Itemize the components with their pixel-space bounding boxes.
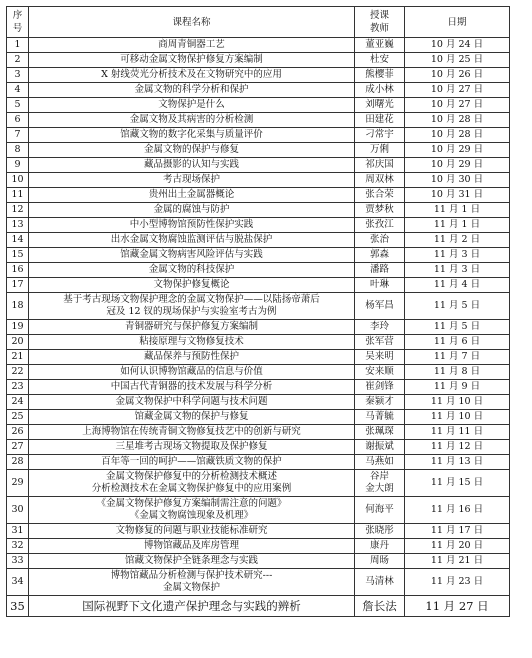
course-date: 11 月 3 日 xyxy=(405,263,510,278)
teacher-name xyxy=(355,380,405,395)
table-row xyxy=(7,293,510,320)
teacher-name-line: 崔剑锋 xyxy=(365,381,394,392)
course-title xyxy=(29,554,355,569)
course-title xyxy=(29,143,355,158)
course-title-line: 金属的腐蚀与防护 xyxy=(153,204,230,215)
course-title-line: 金属文物的保护与修复 xyxy=(143,144,239,155)
row-index: 9 xyxy=(7,158,29,173)
course-title-line: 商周青铜器工艺 xyxy=(158,39,225,50)
teacher-name xyxy=(355,335,405,350)
teacher-name xyxy=(355,554,405,569)
table-row xyxy=(7,524,510,539)
course-title xyxy=(29,128,355,143)
teacher-name-line: 张合荣 xyxy=(365,189,394,200)
table-header-row xyxy=(7,7,510,38)
teacher-name-line: 张治 xyxy=(369,234,389,245)
course-title-line: 文物修复的问题与职业技能标准研究 xyxy=(115,525,268,536)
row-index: 28 xyxy=(7,455,29,470)
teacher-name-line: 周双林 xyxy=(365,174,394,185)
table-row xyxy=(7,425,510,440)
course-title-line: 考古现场保护 xyxy=(162,174,220,185)
course-title-line: 馆藏金属文物病害风险评估与实践 xyxy=(120,249,263,260)
course-title xyxy=(29,218,355,233)
table-row xyxy=(7,98,510,113)
teacher-name-line: 何海平 xyxy=(365,504,394,515)
table-row xyxy=(7,38,510,53)
course-title-line: 藏品保养与预防性保护 xyxy=(143,351,239,362)
course-date: 11 月 12 日 xyxy=(405,440,510,455)
course-date: 10 月 27 日 xyxy=(405,83,510,98)
table-row xyxy=(7,143,510,158)
course-date: 11 月 21 日 xyxy=(405,554,510,569)
row-index: 15 xyxy=(7,248,29,263)
course-title-line: 文物保护是什么 xyxy=(158,99,225,110)
course-date: 10 月 29 日 xyxy=(405,143,510,158)
course-date: 10 月 25 日 xyxy=(405,53,510,68)
table-row xyxy=(7,233,510,248)
course-title xyxy=(29,380,355,395)
course-title-line: 馆藏金属文物的保护与修复 xyxy=(134,411,249,422)
course-title-line: 粘接原理与文物修复技术 xyxy=(139,336,244,347)
teacher-name-line: 秦颍才 xyxy=(365,396,394,407)
course-title xyxy=(29,497,355,524)
course-date: 11 月 27 日 xyxy=(405,596,510,617)
course-date: 11 月 10 日 xyxy=(405,410,510,425)
course-date: 11 月 13 日 xyxy=(405,455,510,470)
teacher-name xyxy=(355,233,405,248)
table-row xyxy=(7,596,510,617)
course-title xyxy=(29,263,355,278)
course-date: 10 月 28 日 xyxy=(405,128,510,143)
teacher-name-line: 祁庆国 xyxy=(365,159,394,170)
course-title-line: 贵州出土金属器概论 xyxy=(148,189,235,200)
course-title xyxy=(29,38,355,53)
teacher-name-line: 张孜江 xyxy=(365,219,394,230)
table-row xyxy=(7,554,510,569)
course-title-line: 金属文物保护 xyxy=(162,582,220,593)
course-title xyxy=(29,68,355,83)
row-index: 16 xyxy=(7,263,29,278)
table-row xyxy=(7,53,510,68)
table-row xyxy=(7,158,510,173)
course-title-line: 冠及 12 钗的现场保护与实验室考古为例 xyxy=(106,306,277,317)
course-title-line: 青铜器研究与保护修复方案编制 xyxy=(124,321,258,332)
course-title-line: 如何认识博物馆藏品的信息与价值 xyxy=(120,366,263,377)
table-row xyxy=(7,68,510,83)
course-title xyxy=(29,539,355,554)
course-title-line: 藏品摄影的认知与实践 xyxy=(143,159,239,170)
teacher-name-line: 叶琳 xyxy=(369,279,389,290)
course-title xyxy=(29,470,355,497)
table-row xyxy=(7,128,510,143)
row-index: 14 xyxy=(7,233,29,248)
course-date: 11 月 23 日 xyxy=(405,569,510,596)
course-title-line: 国际视野下文化遗产保护理念与实践的辨析 xyxy=(82,599,301,613)
teacher-name xyxy=(355,203,405,218)
teacher-name xyxy=(355,188,405,203)
row-index: 23 xyxy=(7,380,29,395)
course-title-line: 馆藏文物的数字化采集与质量评价 xyxy=(120,129,263,140)
teacher-name-line: 杨军昌 xyxy=(365,300,394,311)
row-index: 20 xyxy=(7,335,29,350)
row-index: 11 xyxy=(7,188,29,203)
row-index: 26 xyxy=(7,425,29,440)
course-title xyxy=(29,158,355,173)
course-title xyxy=(29,365,355,380)
course-date: 11 月 5 日 xyxy=(405,293,510,320)
course-title xyxy=(29,320,355,335)
course-title-line: 金属文物保护中科学问题与技术问题 xyxy=(115,396,268,407)
table-row xyxy=(7,335,510,350)
course-title-line: 金属文物的科技保护 xyxy=(148,264,235,275)
teacher-name-line: 张晓彤 xyxy=(365,525,394,536)
course-schedule-table xyxy=(6,6,510,617)
course-date: 11 月 1 日 xyxy=(405,203,510,218)
course-title xyxy=(29,440,355,455)
table-row xyxy=(7,263,510,278)
row-index: 10 xyxy=(7,173,29,188)
teacher-name xyxy=(355,596,405,617)
teacher-name xyxy=(355,128,405,143)
course-date: 11 月 7 日 xyxy=(405,350,510,365)
teacher-name-line: 马菁毓 xyxy=(365,411,394,422)
row-index: 22 xyxy=(7,365,29,380)
course-title-line: 中小型博物馆预防性保护实践 xyxy=(129,219,254,230)
course-title xyxy=(29,203,355,218)
teacher-name-line: 安来顺 xyxy=(365,366,394,377)
course-title xyxy=(29,293,355,320)
table-row xyxy=(7,380,510,395)
teacher-name xyxy=(355,320,405,335)
table-row xyxy=(7,539,510,554)
row-index: 1 xyxy=(7,38,29,53)
teacher-name-line: 成小林 xyxy=(365,84,394,95)
course-date: 11 月 11 日 xyxy=(405,425,510,440)
table-row xyxy=(7,248,510,263)
teacher-name-line: 张军营 xyxy=(365,336,394,347)
teacher-name-line: 郭森 xyxy=(369,249,389,260)
course-date: 11 月 4 日 xyxy=(405,278,510,293)
course-date: 10 月 26 日 xyxy=(405,68,510,83)
course-date: 10 月 31 日 xyxy=(405,188,510,203)
course-date: 11 月 2 日 xyxy=(405,233,510,248)
table-row xyxy=(7,173,510,188)
row-index: 6 xyxy=(7,113,29,128)
course-title-line: X 射线荧光分析技术及在文物研究中的应用 xyxy=(101,69,282,80)
teacher-name xyxy=(355,440,405,455)
course-title xyxy=(29,410,355,425)
course-title xyxy=(29,113,355,128)
row-index: 8 xyxy=(7,143,29,158)
teacher-name-line: 田建花 xyxy=(365,114,394,125)
teacher-name-line: 康丹 xyxy=(369,540,389,551)
row-index: 32 xyxy=(7,539,29,554)
teacher-name-line: 詹长法 xyxy=(362,599,397,613)
course-date: 11 月 16 日 xyxy=(405,497,510,524)
row-index: 24 xyxy=(7,395,29,410)
teacher-name xyxy=(355,497,405,524)
course-title-line: 金属文物及其病害的分析检测 xyxy=(129,114,254,125)
course-date: 11 月 15 日 xyxy=(405,470,510,497)
teacher-name xyxy=(355,173,405,188)
teacher-name-line: 熊樱菲 xyxy=(365,69,394,80)
header-title: 课程名称 xyxy=(29,7,355,38)
teacher-name-line: 金大朗 xyxy=(365,483,394,494)
row-index: 7 xyxy=(7,128,29,143)
course-date: 11 月 20 日 xyxy=(405,539,510,554)
table-row xyxy=(7,569,510,596)
teacher-name xyxy=(355,470,405,497)
course-title xyxy=(29,596,355,617)
course-title-line: 《金属文物腐蚀现象及机理》 xyxy=(129,510,254,521)
teacher-name xyxy=(355,455,405,470)
course-title-line: 金属文物的科学分析和保护 xyxy=(134,84,249,95)
course-date: 11 月 17 日 xyxy=(405,524,510,539)
teacher-name xyxy=(355,395,405,410)
teacher-name-line: 马燕如 xyxy=(365,456,394,467)
header-teacher: 授课 教师 xyxy=(355,7,405,38)
table-row xyxy=(7,455,510,470)
row-index: 13 xyxy=(7,218,29,233)
course-date: 11 月 10 日 xyxy=(405,395,510,410)
course-title xyxy=(29,569,355,596)
teacher-name-line: 董亚巍 xyxy=(365,39,394,50)
teacher-name xyxy=(355,263,405,278)
teacher-name xyxy=(355,248,405,263)
row-index: 27 xyxy=(7,440,29,455)
course-title-line: 中国古代青铜器的技术发展与科学分析 xyxy=(110,381,273,392)
table-row xyxy=(7,470,510,497)
teacher-name xyxy=(355,158,405,173)
course-date: 10 月 28 日 xyxy=(405,113,510,128)
teacher-name xyxy=(355,365,405,380)
course-title xyxy=(29,425,355,440)
row-index: 5 xyxy=(7,98,29,113)
teacher-name xyxy=(355,83,405,98)
table-row xyxy=(7,497,510,524)
course-title xyxy=(29,335,355,350)
row-index: 33 xyxy=(7,554,29,569)
teacher-name xyxy=(355,218,405,233)
table-row xyxy=(7,350,510,365)
table-row xyxy=(7,218,510,233)
course-title xyxy=(29,395,355,410)
teacher-name xyxy=(355,38,405,53)
course-date: 11 月 6 日 xyxy=(405,335,510,350)
course-date: 11 月 5 日 xyxy=(405,320,510,335)
teacher-name-line: 刁常宇 xyxy=(365,129,394,140)
course-date: 11 月 1 日 xyxy=(405,218,510,233)
teacher-name-line: 吴来明 xyxy=(365,351,394,362)
teacher-name xyxy=(355,425,405,440)
course-title-line: 《金属文物保护修复方案编制需注意的问题》 xyxy=(96,498,287,509)
teacher-name xyxy=(355,98,405,113)
course-title-line: 可移动金属文物保护修复方案编制 xyxy=(120,54,263,65)
teacher-name-line: 贾梦秋 xyxy=(365,204,394,215)
course-date: 10 月 29 日 xyxy=(405,158,510,173)
teacher-name xyxy=(355,539,405,554)
row-index: 25 xyxy=(7,410,29,425)
course-date: 11 月 9 日 xyxy=(405,380,510,395)
header-index: 序 号 xyxy=(7,7,29,38)
course-title xyxy=(29,278,355,293)
course-title-line: 馆藏文物保护全链条理念与实践 xyxy=(124,555,258,566)
course-title-line: 基于考古现场文物保护理念的金属文物保护——以陆扬帝萧后 xyxy=(63,294,320,305)
row-index: 31 xyxy=(7,524,29,539)
teacher-name-line: 万俐 xyxy=(369,144,389,155)
row-index: 2 xyxy=(7,53,29,68)
table-row xyxy=(7,440,510,455)
teacher-name-line: 谷岸 xyxy=(369,471,389,482)
teacher-name xyxy=(355,569,405,596)
course-title-line: 博物馆藏品及库房管理 xyxy=(143,540,239,551)
row-index: 35 xyxy=(7,596,29,617)
course-title-line: 金属文物保护修复中的分析检测技术概述 xyxy=(105,471,277,482)
course-title xyxy=(29,233,355,248)
teacher-name xyxy=(355,143,405,158)
teacher-name-line: 刘曙光 xyxy=(365,99,394,110)
teacher-name xyxy=(355,113,405,128)
table-row xyxy=(7,395,510,410)
course-title xyxy=(29,173,355,188)
course-date: 10 月 27 日 xyxy=(405,98,510,113)
course-title xyxy=(29,350,355,365)
table-row xyxy=(7,203,510,218)
teacher-name-line: 谢振斌 xyxy=(365,441,394,452)
course-title xyxy=(29,188,355,203)
row-index: 17 xyxy=(7,278,29,293)
teacher-name xyxy=(355,278,405,293)
course-date: 10 月 24 日 xyxy=(405,38,510,53)
row-index: 4 xyxy=(7,83,29,98)
table-row xyxy=(7,320,510,335)
teacher-name xyxy=(355,410,405,425)
teacher-name-line: 潘路 xyxy=(369,264,389,275)
teacher-name-line: 周旸 xyxy=(369,555,389,566)
teacher-name xyxy=(355,68,405,83)
course-title-line: 三星堆考古现场文物提取及保护修复 xyxy=(115,441,268,452)
row-index: 19 xyxy=(7,320,29,335)
table-row xyxy=(7,365,510,380)
table-row xyxy=(7,410,510,425)
teacher-name-line: 杜安 xyxy=(369,54,389,65)
row-index: 30 xyxy=(7,497,29,524)
row-index: 29 xyxy=(7,470,29,497)
course-title xyxy=(29,98,355,113)
course-title xyxy=(29,248,355,263)
course-title-line: 百年等一回的呵护——馆藏铁质文物的保护 xyxy=(101,456,282,467)
row-index: 34 xyxy=(7,569,29,596)
teacher-name-line: 马清林 xyxy=(365,576,394,587)
row-index: 12 xyxy=(7,203,29,218)
row-index: 3 xyxy=(7,68,29,83)
course-title-line: 文物保护修复概论 xyxy=(153,279,230,290)
table-row xyxy=(7,278,510,293)
teacher-name xyxy=(355,53,405,68)
course-title xyxy=(29,53,355,68)
teacher-name-line: 李玲 xyxy=(369,321,389,332)
teacher-name-line: 张珮琛 xyxy=(365,426,394,437)
row-index: 18 xyxy=(7,293,29,320)
course-title xyxy=(29,524,355,539)
course-title xyxy=(29,83,355,98)
course-title-line: 博物馆藏品分析检测与保护技术研究--- xyxy=(110,570,273,581)
table-row xyxy=(7,83,510,98)
header-date: 日期 xyxy=(405,7,510,38)
teacher-name xyxy=(355,293,405,320)
row-index: 21 xyxy=(7,350,29,365)
teacher-name xyxy=(355,350,405,365)
course-date: 10 月 30 日 xyxy=(405,173,510,188)
course-title xyxy=(29,455,355,470)
table-row xyxy=(7,113,510,128)
course-date: 11 月 3 日 xyxy=(405,248,510,263)
course-title-line: 出水金属文物腐蚀监测评估与脱盐保护 xyxy=(110,234,273,245)
course-title-line: 分析检测技术在金属文物保护修复中的应用案例 xyxy=(91,483,292,494)
course-date: 11 月 8 日 xyxy=(405,365,510,380)
teacher-name xyxy=(355,524,405,539)
course-title-line: 上海博物馆在传统青铜文物修复技艺中的创新与研究 xyxy=(82,426,301,437)
table-row xyxy=(7,188,510,203)
